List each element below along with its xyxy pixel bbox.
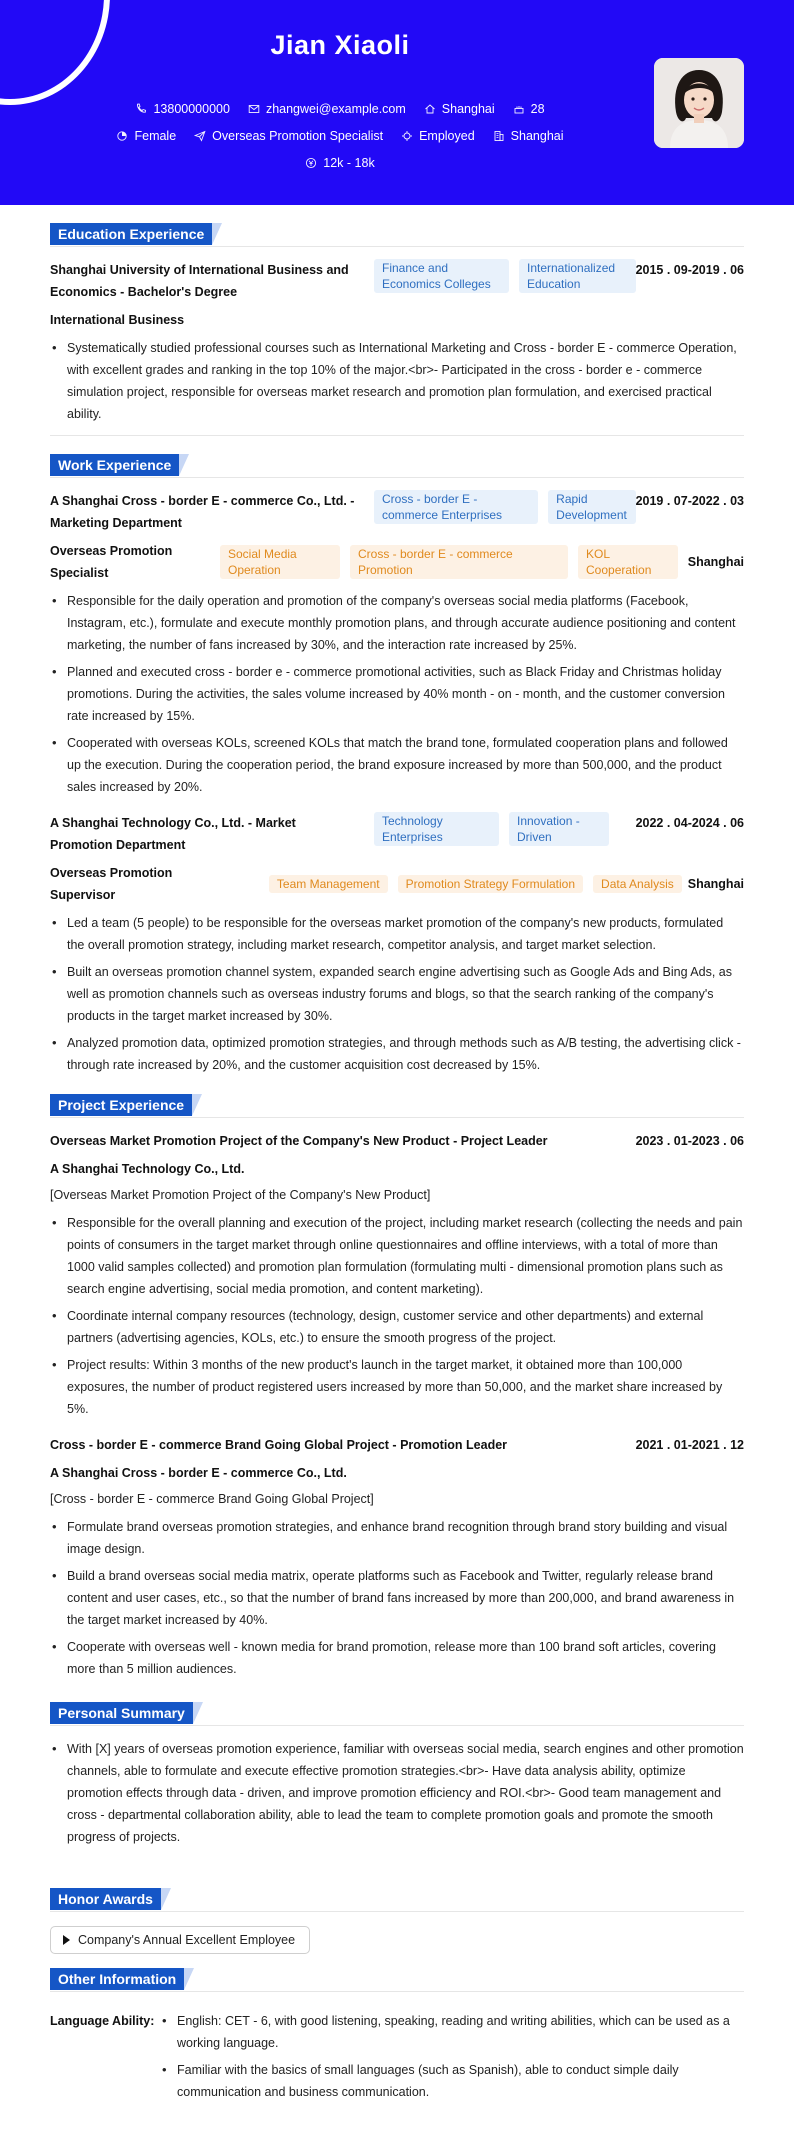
tag: Technology Enterprises <box>374 812 499 846</box>
bullet-item: • Led a team (5 people) to be responsible for the overseas market promotion of the company's new products, formulated the overall promotion strategy, including market research, competitor analysis, and target market selection. <box>50 912 744 956</box>
project-name: [Cross - border E - commerce Brand Going Global Project] <box>50 1492 374 1506</box>
skill-tag: Data Analysis <box>593 875 682 893</box>
project-company: A Shanghai Cross - border E - commerce Co., Ltd. <box>50 1466 347 1480</box>
entry-header <box>50 490 744 534</box>
major: International Business <box>50 313 185 327</box>
bullet-item: • Analyzed promotion data, optimized promotion strategies, and through methods such as A/B testing, the advertising click - through rate increased by 20%, and the customer acquisition cost decreased by 15%. <box>50 1032 744 1076</box>
skill-tag: Promotion Strategy Formulation <box>398 875 583 893</box>
project-company-row <box>50 1462 744 1484</box>
entry-header <box>50 259 744 303</box>
candidate-name: Jian Xiaoli <box>270 30 410 60</box>
section-heading <box>50 1888 744 1912</box>
bullet-item: • Cooperate with overseas well - known media for brand promotion, release more than 100 brand soft articles, covering more than 5 million audiences. <box>50 1636 744 1680</box>
entry-date: 2015 . 09-2019 . 06 <box>635 263 744 277</box>
profile-row <box>0 129 680 143</box>
section-heading <box>50 1702 744 1726</box>
section-title: Other Information <box>50 1968 184 1990</box>
other-section <box>50 1968 744 2108</box>
status-info <box>401 129 475 143</box>
project-entry <box>50 1130 744 1420</box>
project-name: [Overseas Market Promotion Project of the Company's New Product] <box>50 1188 431 1202</box>
gender-text: Female <box>134 129 177 143</box>
work-city: Shanghai <box>687 877 744 891</box>
section-heading <box>50 1094 744 1118</box>
bullet-item: • Systematically studied professional courses such as International Marketing and Cross - border E - commerce Operation, with excellent grades and ranking in the top 10% of the major.<br>- Participated in the cross - border e - commerce simulation project, responsible for overseas market research and promotion plan formulation, and exercised practical ability. <box>50 337 744 425</box>
section-heading <box>50 454 744 478</box>
bullet-item: • Cooperated with overseas KOLs, screened KOLs that match the brand tone, formulated cooperation plans and followed up the execution. During the cooperation period, the brand exposure increased by more than 500,000, and the product sales increased by 20%. <box>50 732 744 798</box>
position-info <box>194 129 383 143</box>
company-title: A Shanghai Technology Co., Ltd. - Market Promotion Department <box>50 816 296 852</box>
gender-icon <box>116 130 128 142</box>
bullet-list <box>50 1516 744 1680</box>
home-icon <box>424 103 436 115</box>
skill-tags <box>220 545 688 579</box>
mail-icon <box>248 103 260 115</box>
section-title: Project Experience <box>50 1094 192 1116</box>
section-heading <box>50 1968 744 1992</box>
skill-tags <box>220 875 688 893</box>
age-info <box>513 102 545 116</box>
summary-section <box>50 1702 744 1848</box>
bullet-item: • Coordinate internal company resources (technology, design, customer service and other departments) and external partners (advertising agencies, KOLs, etc.) to ensure the smooth progress of the project. <box>50 1305 744 1349</box>
entry-header <box>50 1130 744 1152</box>
project-entry <box>50 1434 744 1680</box>
bullet-list <box>50 912 744 1076</box>
summary-text: • With [X] years of overseas promotion experience, familiar with overseas social media, search engines and other promotion channels, able to formulate and execute effective promotion strategies.<br>- Have data analysis ability, optimize promotion effects through data - driven, and improve promotion efficiency and ROI.<br>- Good team management and cross - departmental collaboration ability, able to lead the team to complete promotion goals and promote the smooth progress of projects. <box>50 1738 744 1848</box>
skill-tag: Cross - border E - commerce Promotion <box>350 545 568 579</box>
bullet-item: • Formulate brand overseas promotion strategies, and enhance brand recognition through brand story building and visual image design. <box>50 1516 744 1560</box>
section-title: Personal Summary <box>50 1702 193 1724</box>
location-info <box>424 102 495 116</box>
tag: Finance and Economics Colleges <box>374 259 509 293</box>
bullet-item: • Project results: Within 3 months of the new product's launch in the target market, it obtained more than 100,000 exposures, the number of product registered users increased by more than 50,000, and the market share increased by 5%. <box>50 1354 744 1420</box>
entry-date: 2021 . 01-2021 . 12 <box>635 1438 744 1452</box>
resume-content <box>0 223 794 2120</box>
bullet-list <box>50 1738 744 1848</box>
email-info <box>248 102 406 116</box>
entry-header <box>50 812 744 856</box>
language-item: • English: CET - 6, with good listening, speaking, reading and writing abilities, which can be used as a working language. <box>160 2010 744 2054</box>
header-banner <box>0 0 794 205</box>
education-section <box>50 223 744 436</box>
role-title: Overseas Promotion Supervisor <box>50 866 173 902</box>
status-text: Employed <box>419 129 475 143</box>
caret-right-icon <box>63 1935 70 1945</box>
tag: Rapid Development <box>548 490 635 524</box>
work-city: Shanghai <box>687 555 744 569</box>
honor-text: Company's Annual Excellent Employee <box>78 1933 296 1947</box>
bullet-item: • Responsible for the daily operation and promotion of the company's overseas social media platforms (Facebook, Instagram, etc.), formulate and execute monthly promotion plans, and through accurate audience positioning and content marketing, the number of fans increased by 30%, and the interaction rate increased by 25%. <box>50 590 744 656</box>
skill-tag: KOL Cooperation <box>578 545 678 579</box>
building-icon <box>493 130 505 142</box>
entry-tags <box>360 259 636 293</box>
salary-row <box>0 156 680 170</box>
gender-info <box>116 129 176 143</box>
location-text: Shanghai <box>441 102 495 116</box>
bullet-list <box>50 337 744 425</box>
skill-tag: Team Management <box>269 875 388 893</box>
entry-date: 2019 . 07-2022 . 03 <box>635 494 744 508</box>
city-text: Shanghai <box>510 129 564 143</box>
age-icon <box>513 103 525 115</box>
salary-info <box>305 156 374 170</box>
bottom-spacer <box>50 2108 744 2120</box>
tag: Innovation - Driven <box>509 812 609 846</box>
section-title: Work Experience <box>50 454 179 476</box>
role-row <box>50 540 744 584</box>
language-label: Language Ability: <box>50 2014 155 2028</box>
entry-tags <box>360 490 636 524</box>
project-company: A Shanghai Technology Co., Ltd. <box>50 1162 245 1176</box>
education-entry <box>50 259 744 436</box>
project-section <box>50 1094 744 1680</box>
entry-date: 2022 . 04-2024 . 06 <box>635 816 744 830</box>
contact-row <box>0 102 680 116</box>
send-icon <box>194 130 206 142</box>
company-title: A Shanghai Cross - border E - commerce Co., Ltd. - Marketing Department <box>50 494 355 530</box>
skill-tag: Social Media Operation <box>220 545 340 579</box>
school-title: Shanghai University of International Business and Economics - Bachelor's Degree <box>50 263 349 299</box>
entry-header <box>50 1434 744 1456</box>
work-section <box>50 454 744 1076</box>
bullet-item: • Build a brand overseas social media matrix, operate platforms such as Facebook and Twitter, regularly release brand content and user cases, etc., so that the number of brand fans increased by more than 200,000, and brand awareness in the target market increased by 40%. <box>50 1565 744 1631</box>
project-company-row <box>50 1158 744 1180</box>
money-icon <box>305 157 317 169</box>
city-info <box>493 129 564 143</box>
honor-section <box>50 1888 744 1954</box>
work-entry <box>50 490 744 798</box>
entry-date: 2023 . 01-2023 . 06 <box>635 1134 744 1148</box>
bullet-item: • Responsible for the overall planning and execution of the project, including market research (collecting the needs and pain points of consumers in the target market through online questionnaires and offline interviews, with a total of more than 1000 valid samples collected) and promotion plan formulation (formulating multi - dimensional promotion plans such as search engine advertising, social media promotion, and content marketing). <box>50 1212 744 1300</box>
role-row <box>50 862 744 906</box>
section-title: Honor Awards <box>50 1888 161 1910</box>
salary-text: 12k - 18k <box>323 156 375 170</box>
section-heading <box>50 223 744 247</box>
entry-tags <box>360 812 636 846</box>
section-title: Education Experience <box>50 223 212 245</box>
age-text: 28 <box>530 102 545 116</box>
phone-text: 13800000000 <box>153 102 230 116</box>
language-list <box>160 2010 744 2108</box>
position-text: Overseas Promotion Specialist <box>212 129 384 143</box>
status-icon <box>401 130 413 142</box>
role-title: Overseas Promotion Specialist <box>50 544 173 580</box>
phone-icon <box>135 103 147 115</box>
phone-info <box>135 102 229 116</box>
language-item: • Familiar with the basics of small languages (such as Spanish), able to conduct simple daily communication and business communication. <box>160 2059 744 2103</box>
email-text: zhangwei@example.com <box>265 102 406 116</box>
bullet-list <box>50 590 744 798</box>
bullet-item: • Built an overseas promotion channel system, expanded search engine advertising such as Google Ads and Bing Ads, as well as promotion channels such as overseas industry forums and blogs, so that the search ranking of the company's products in the target market increased by 30%. <box>50 961 744 1027</box>
project-title: Cross - border E - commerce Brand Going Global Project - Promotion Leader <box>50 1438 508 1452</box>
language-row <box>50 2004 744 2108</box>
work-entry <box>50 812 744 1076</box>
profile-photo <box>654 58 744 148</box>
major-row <box>50 309 744 331</box>
bullet-item: • Planned and executed cross - border e - commerce promotional activities, such as Black Friday and Christmas holiday promotions. During the activities, the sales volume increased by 40% month - on - month, and the customer conversion rate increased by 15%. <box>50 661 744 727</box>
honor-item[interactable] <box>50 1926 310 1954</box>
tag: Cross - border E - commerce Enterprises <box>374 490 538 524</box>
bullet-list <box>50 1212 744 1420</box>
tag: Internationalized Education <box>519 259 636 293</box>
divider <box>50 435 744 436</box>
project-title: Overseas Market Promotion Project of the Company's New Product - Project Leader <box>50 1134 548 1148</box>
